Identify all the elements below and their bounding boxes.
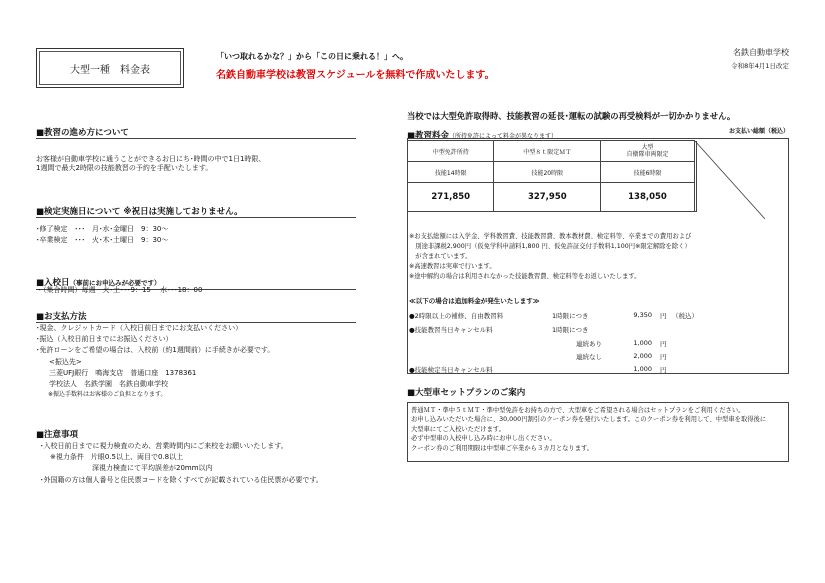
fee-value: 271,850 <box>408 183 494 212</box>
payment-line: ･振込（入校日前日までにお振込ください） <box>36 335 173 344</box>
extra-yen: 円 <box>660 366 667 374</box>
promo-line-1: 「いつ取れるかな？」から「この日に乗れる！」へ。 <box>216 52 408 61</box>
fee-value: 138,050 <box>601 183 695 212</box>
fee-note-line: ※途中解約の場合は利用されなかった技能教習費、検定料等をお返しいたします。 <box>409 273 641 281</box>
extra-yen: 円 <box>660 312 667 320</box>
payment-line: ※振込手数料はお客様のご負担となります。 <box>42 391 167 399</box>
setplan-heading: ■大型車セットプランのご案内 <box>407 388 526 398</box>
fee-hours: 技能20時限 <box>494 162 601 183</box>
fee-note-line: 別途非課税2,900円（仮免学科申請料1,800 円、仮免許証交付手数料1,100円※限定解除を除く） <box>409 243 691 251</box>
extra-unit: 1時限につき <box>552 326 589 334</box>
extra-unit: 連続あり <box>576 340 602 348</box>
exam-line: ･卒業検定 ･･･ 火･木･土曜日 9：30～ <box>36 236 169 245</box>
extra-amount: 9,350 <box>633 311 652 319</box>
exam-heading: ■検定実施日について ※祝日は実施しておりません。 <box>36 205 356 218</box>
payment-line: <振込先> <box>42 357 82 366</box>
extra-unit: 1時限につき <box>552 312 589 320</box>
setplan-line: 必ず中型車の入校申し込み時にお申し出ください。 <box>411 435 556 443</box>
exam-line: ･修了検定 ･･･ 月･水･金曜日 9：30～ <box>36 225 169 233</box>
setplan-line: 大型車にてご入校いただけます。 <box>411 425 505 433</box>
notes-line: ※視力条件 片眼0.5以上、両目で0.8以上 <box>50 453 184 462</box>
notes-heading: ■注意事項 <box>36 430 79 440</box>
fee-unit: お支払い総額（税込） <box>728 128 789 135</box>
fee-heading-note: （所持免許によって料金が異なります） <box>449 133 558 140</box>
payment-body <box>36 323 274 400</box>
revised-date: 令和8年4月1日改定 <box>731 62 789 70</box>
entry-heading-note: （事前にお申込みが必要です） <box>69 279 161 287</box>
fee-value: 327,950 <box>494 183 601 212</box>
fee-notes <box>409 232 691 282</box>
progress-line: お客様が自動車学校に通うことができるお日にち･時間の中で1日1時限、 <box>36 155 266 163</box>
extra-yen: 円 <box>660 340 667 348</box>
title-text: 大型一種 料金表 <box>39 51 181 85</box>
extra-amount: 2,000 <box>633 352 652 360</box>
extra-amount: 1,000 <box>633 365 652 373</box>
extra-unit: 連続なし <box>576 353 602 361</box>
extra-item: ●技能検定当日キャンセル料 <box>409 366 493 374</box>
school-name: 名鉄自動車学校 <box>733 48 789 57</box>
notes-body <box>36 441 323 486</box>
fee-blank-cell <box>694 141 696 212</box>
extra-note: （税込） <box>672 312 698 320</box>
setplan-box <box>407 402 789 462</box>
fee-col-header: 中型免許所持 <box>408 141 494 162</box>
progress-heading: ■教習の進め方について <box>36 126 356 139</box>
title-box <box>36 48 184 88</box>
exam-body <box>36 224 168 246</box>
fee-note-line: ※お支払総額には入学金、学科教習費、技能教習費、教本教材費、検定料等、卒業までの費用および <box>409 233 692 240</box>
fee-table <box>407 140 697 212</box>
progress-body <box>36 155 265 173</box>
fee-heading-text: ■教習料金 <box>407 131 450 141</box>
setplan-line: 普通ＭＴ・準中５ｔＭＴ・準中型免許をお持ちの方で、大型車をご希望される場合はセットプランをご利用ください。 <box>411 407 745 414</box>
payment-line: ･現金、クレジットカード（入校日前日までにお支払いください） <box>36 324 243 332</box>
payment-heading: ■お支払方法 <box>36 310 356 323</box>
fee-note-line: ※高速教習は実車で行います。 <box>409 263 496 271</box>
setplan-line: お申し込みいただいた場合に、30,000円割引のクーポン券を発行いたします。このクーポン券を利用して、中型車を取得後に <box>411 416 767 424</box>
payment-line: ･免許ローンをご希望の場合は、入校前（約1週間前）に手続きが必要です。 <box>36 346 275 355</box>
promo-line-2: 名鉄自動車学校は教習スケジュールを無料で作成いたします。 <box>216 70 495 81</box>
fee-note-line: が含まれています。 <box>409 253 472 261</box>
entry-line: ・（集合時間）毎週 火･土･･･9：15 水･･･18：00 <box>36 286 203 294</box>
fee-hours: 技能14時限 <box>408 162 494 183</box>
extra-yen: 円 <box>660 353 667 361</box>
extra-item: ●2時限以上の補修、自由教習料 <box>409 312 504 320</box>
entry-heading-text: ■入校日 <box>36 278 70 288</box>
setplan-line: クーポン券のご利用期限は中型車ご卒業から３カ月となります。 <box>411 444 594 452</box>
notes-line: ･入校日前日までに視力検査のため、営業時間内にご来校をお願いいたします。 <box>40 442 288 450</box>
extra-heading: ≪以下の場合は追加料金が発生いたします≫ <box>409 297 540 305</box>
guarantee-text: 当校では大型免許取得時、技能教習の延長･運転の試験の再受検料が一切かかりません。 <box>407 111 736 121</box>
fee-hours: 技能6時限 <box>601 162 695 183</box>
payment-line: 三菱UFJ銀行 鳴海支店 普通口座 1378361 <box>42 368 197 377</box>
extra-item: ●技能教習当日キャンセル料 <box>409 326 493 334</box>
notes-line: 深視力検査にて平均誤差が20mm以内 <box>50 464 213 473</box>
extra-amount: 1,000 <box>633 339 652 347</box>
payment-line: 学校法人 名鉄学園 名鉄自動車学校 <box>42 379 168 388</box>
progress-line: 1週間で最大2時限の技能教習の予約を手配いたします。 <box>36 163 213 172</box>
fee-col-header: 大型 自衛隊車両限定 <box>601 141 695 162</box>
notes-line: ･外国籍の方は個人番号と住民票コードを除くすべてが記載されている住民票が必要です。 <box>40 475 323 484</box>
diagonal-line <box>695 141 765 219</box>
fee-col-header: 中型８ｔ限定ＭＴ <box>494 141 601 162</box>
